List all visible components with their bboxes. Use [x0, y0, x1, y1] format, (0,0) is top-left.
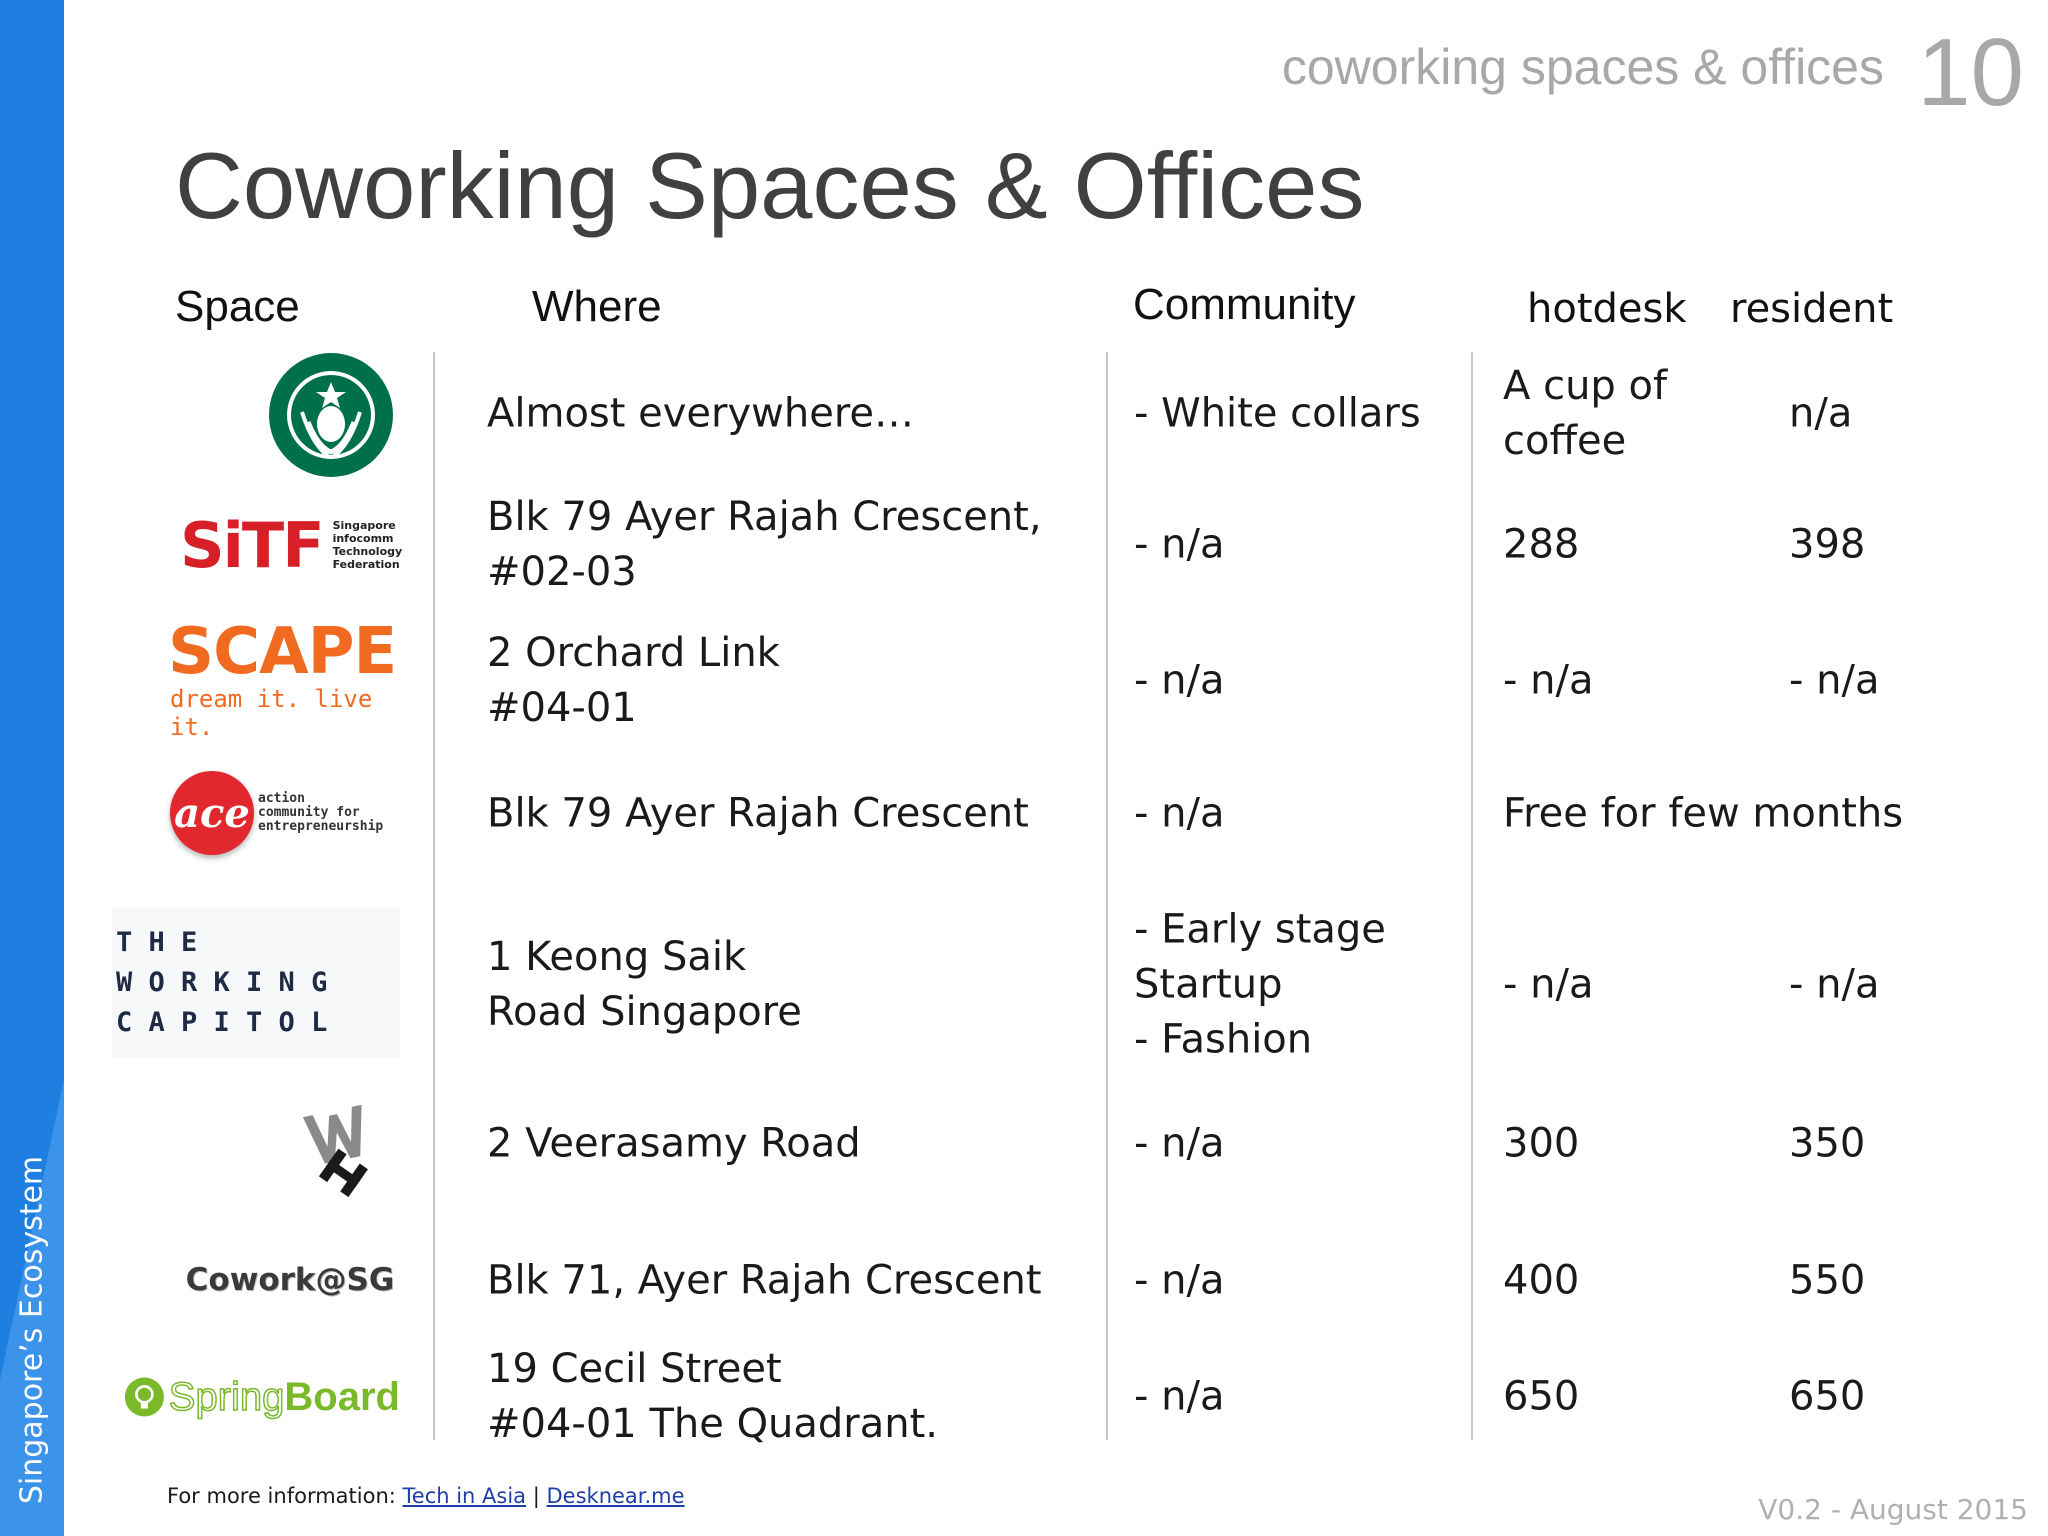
column-divider: [1106, 352, 1108, 1440]
community-cell: - n/a: [1134, 1257, 1225, 1304]
footer-info: For more information: Tech in Asia | Desknear.me: [167, 1484, 685, 1508]
community-cell: - n/a: [1134, 790, 1225, 837]
section-title: coworking spaces & offices: [1281, 39, 1884, 95]
where-cell: 2 Orchard Link #04-01: [487, 630, 780, 731]
where-cell: 19 Cecil Street #04-01 The Quadrant.: [487, 1346, 939, 1447]
where-cell: 2 Veerasamy Road: [487, 1120, 861, 1167]
column-divider: [1471, 352, 1473, 1440]
resident-cell: 650: [1789, 1373, 1866, 1420]
resident-cell: - n/a: [1789, 657, 1880, 704]
version-label: V0.2 - August 2015: [1758, 1493, 2028, 1526]
resident-cell: 550: [1789, 1257, 1866, 1304]
sidebar-label: Singapore’s Ecosystem: [14, 1155, 50, 1505]
desknear-link[interactable]: Desknear.me: [546, 1484, 685, 1508]
community-cell: - n/a: [1134, 1373, 1225, 1420]
column-header-space: Space: [175, 282, 300, 331]
hotdesk-cell: - n/a: [1503, 657, 1594, 704]
where-cell: Almost everywhere…: [487, 390, 915, 437]
community-cell: - n/a: [1134, 657, 1225, 704]
working-capitol-logo: T H E W O R K I N G C A P I T O L: [112, 908, 400, 1058]
wh-logo: [300, 1098, 380, 1198]
column-header-where: Where: [532, 282, 662, 331]
resident-cell: 350: [1789, 1120, 1866, 1167]
column-header-resident: resident: [1730, 286, 1894, 332]
community-cell: - n/a: [1134, 1120, 1225, 1167]
ace-logo: ace action community for entrepreneurship: [170, 768, 400, 858]
tech-in-asia-link[interactable]: Tech in Asia: [402, 1484, 527, 1508]
resident-cell: n/a: [1789, 390, 1853, 437]
hotdesk-cell: Free for few months: [1503, 790, 1904, 837]
hotdesk-cell: 650: [1503, 1373, 1580, 1420]
hotdesk-cell: 300: [1503, 1120, 1580, 1167]
column-header-hotdesk: hotdesk: [1527, 286, 1687, 332]
footer-prefix: For more information:: [167, 1484, 403, 1508]
hotdesk-cell: 288: [1503, 521, 1580, 568]
community-cell: - n/a: [1134, 521, 1225, 568]
springboard-logo: SpringBoard: [124, 1368, 400, 1426]
hotdesk-cell: 400: [1503, 1257, 1580, 1304]
community-cell: - Early stage Startup - Fashion: [1134, 906, 1386, 1063]
hotdesk-cell: - n/a: [1503, 961, 1594, 1008]
community-cell: - White collars: [1134, 390, 1421, 437]
column-header-community: Community: [1133, 280, 1356, 329]
page-number: 10: [1917, 19, 2024, 126]
scape-logo: SCAPE dream it. live it.: [168, 615, 397, 741]
starbucks-logo: [268, 352, 394, 478]
resident-cell: 398: [1789, 521, 1866, 568]
where-cell: Blk 71, Ayer Rajah Crescent: [487, 1257, 1042, 1304]
page-title: Coworking Spaces & Offices: [175, 133, 1365, 238]
where-cell: Blk 79 Ayer Rajah Crescent: [487, 790, 1029, 837]
resident-cell: - n/a: [1789, 961, 1880, 1008]
cowork-sg-logo: Cowork@SG: [185, 1262, 395, 1298]
column-divider: [433, 352, 435, 1440]
where-cell: 1 Keong Saik Road Singapore: [487, 934, 802, 1035]
lightbulb-icon: [124, 1374, 165, 1420]
sitf-logo: SiTF Singapore infocomm Technology Federation: [180, 508, 403, 582]
where-cell: Blk 79 Ayer Rajah Crescent, #02-03: [487, 494, 1042, 595]
hotdesk-cell: A cup of coffee: [1503, 363, 1668, 464]
